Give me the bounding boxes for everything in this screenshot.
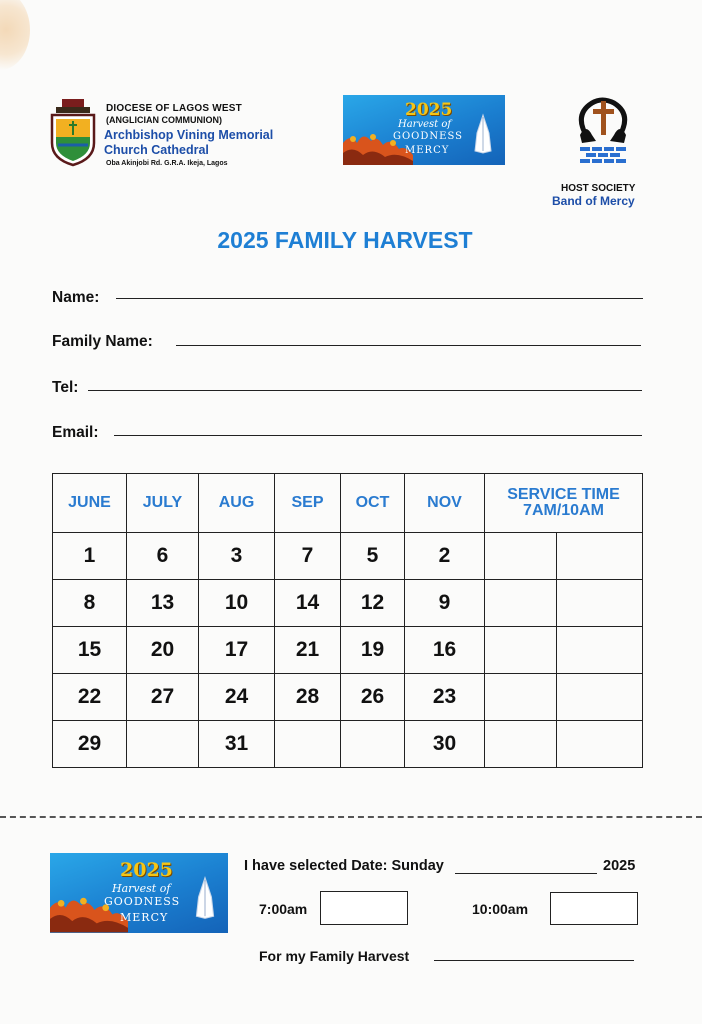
page-title: 2025 FAMILY HARVEST — [217, 227, 473, 253]
service-time-header-line2: 7AM/10AM — [523, 502, 604, 519]
service-10am-cell[interactable] — [557, 533, 643, 580]
church-name-line1: Archbishop Vining Memorial — [104, 128, 274, 142]
service-7am-cell[interactable] — [485, 627, 557, 674]
date-cell[interactable]: 5 — [341, 533, 405, 580]
banner-harvest: Harvest of — [398, 119, 452, 130]
time-7am-label: 7:00am — [259, 901, 308, 917]
date-cell[interactable]: 14 — [275, 580, 341, 627]
table-row — [53, 580, 643, 627]
service-7am-cell[interactable] — [485, 533, 557, 580]
service-10am-cell[interactable] — [557, 674, 643, 721]
date-cell[interactable]: 13 — [127, 580, 199, 627]
harvest-calendar-table — [52, 473, 643, 768]
month-header: SEP — [275, 474, 341, 533]
selected-date-label: I have selected Date: Sunday — [244, 858, 444, 874]
date-cell[interactable]: 8 — [53, 580, 127, 627]
praying-hands-icon — [190, 875, 220, 921]
table-row — [53, 721, 643, 768]
table-row — [53, 533, 643, 580]
month-header: JUNE — [53, 474, 127, 533]
selected-date-field[interactable] — [455, 873, 597, 874]
church-name-line2: Church Cathedral — [104, 143, 209, 157]
date-cell[interactable]: 15 — [53, 627, 127, 674]
date-cell[interactable]: 3 — [199, 533, 275, 580]
service-7am-cell[interactable] — [485, 580, 557, 627]
service-7am-cell[interactable] — [485, 674, 557, 721]
date-cell[interactable]: 19 — [341, 627, 405, 674]
date-cell[interactable] — [275, 721, 341, 768]
email-label: Email: — [52, 424, 99, 441]
name-label: Name: — [52, 289, 100, 306]
date-cell[interactable]: 30 — [405, 721, 485, 768]
tear-off-line — [0, 816, 702, 818]
table-row — [53, 627, 643, 674]
month-header: JULY — [127, 474, 199, 533]
harvest-banner-top — [343, 95, 505, 165]
time-10am-label: 10:00am — [472, 901, 529, 917]
banner-mercy: MERCY — [120, 911, 169, 924]
date-cell[interactable] — [127, 721, 199, 768]
date-cell[interactable]: 26 — [341, 674, 405, 721]
banner-mercy: MERCY — [405, 145, 450, 156]
diocese-name: DIOCESE OF LAGOS WEST — [106, 103, 242, 114]
diocese-crest-logo — [48, 97, 98, 167]
paper-stain — [0, 0, 30, 70]
date-cell[interactable]: 24 — [199, 674, 275, 721]
name-field[interactable] — [116, 298, 643, 299]
date-cell[interactable]: 21 — [275, 627, 341, 674]
family-name-field[interactable] — [176, 345, 641, 346]
date-cell[interactable]: 2 — [405, 533, 485, 580]
banner-year: 2025 — [405, 100, 453, 120]
service-10am-cell[interactable] — [557, 721, 643, 768]
communion-name: (ANGLICIAN COMMUNION) — [106, 115, 222, 125]
date-cell[interactable]: 16 — [405, 627, 485, 674]
time-7am-checkbox[interactable] — [320, 891, 408, 925]
banner-goodness: GOODNESS — [393, 131, 463, 142]
date-cell[interactable]: 23 — [405, 674, 485, 721]
tel-field[interactable] — [88, 390, 642, 391]
banner-goodness: GOODNESS — [104, 895, 181, 908]
family-harvest-label: For my Family Harvest — [259, 948, 410, 964]
date-cell[interactable]: 22 — [53, 674, 127, 721]
service-7am-cell[interactable] — [485, 721, 557, 768]
harvest-banner-bottom — [50, 853, 228, 933]
date-cell[interactable]: 20 — [127, 627, 199, 674]
service-time-header — [485, 474, 643, 533]
date-cell[interactable]: 31 — [199, 721, 275, 768]
selected-year: 2025 — [603, 858, 636, 874]
month-header: AUG — [199, 474, 275, 533]
date-cell[interactable]: 17 — [199, 627, 275, 674]
time-10am-checkbox[interactable] — [550, 892, 638, 925]
service-time-header-line1: SERVICE TIME — [507, 486, 620, 503]
date-cell[interactable]: 7 — [275, 533, 341, 580]
host-society-name: Band of Mercy — [552, 194, 635, 208]
date-cell[interactable]: 27 — [127, 674, 199, 721]
praying-hands-icon — [469, 113, 497, 155]
date-cell[interactable]: 28 — [275, 674, 341, 721]
month-header: OCT — [341, 474, 405, 533]
church-address: Oba Akinjobi Rd. G.R.A. Ikeja, Lagos — [106, 160, 228, 167]
band-of-mercy-logo — [572, 95, 634, 170]
email-field[interactable] — [114, 435, 642, 436]
date-cell[interactable]: 12 — [341, 580, 405, 627]
banner-harvest: Harvest of — [112, 882, 171, 895]
family-name-label: Family Name: — [52, 333, 153, 350]
table-row — [53, 674, 643, 721]
date-cell[interactable]: 1 — [53, 533, 127, 580]
banner-year: 2025 — [120, 859, 173, 881]
tel-label: Tel: — [52, 379, 79, 396]
date-cell[interactable] — [341, 721, 405, 768]
table-header-row — [53, 474, 643, 533]
service-10am-cell[interactable] — [557, 580, 643, 627]
date-cell[interactable]: 6 — [127, 533, 199, 580]
month-header: NOV — [405, 474, 485, 533]
family-harvest-field[interactable] — [434, 960, 634, 961]
service-10am-cell[interactable] — [557, 627, 643, 674]
host-society-label: HOST SOCIETY — [561, 183, 636, 194]
date-cell[interactable]: 10 — [199, 580, 275, 627]
date-cell[interactable]: 29 — [53, 721, 127, 768]
date-cell[interactable]: 9 — [405, 580, 485, 627]
